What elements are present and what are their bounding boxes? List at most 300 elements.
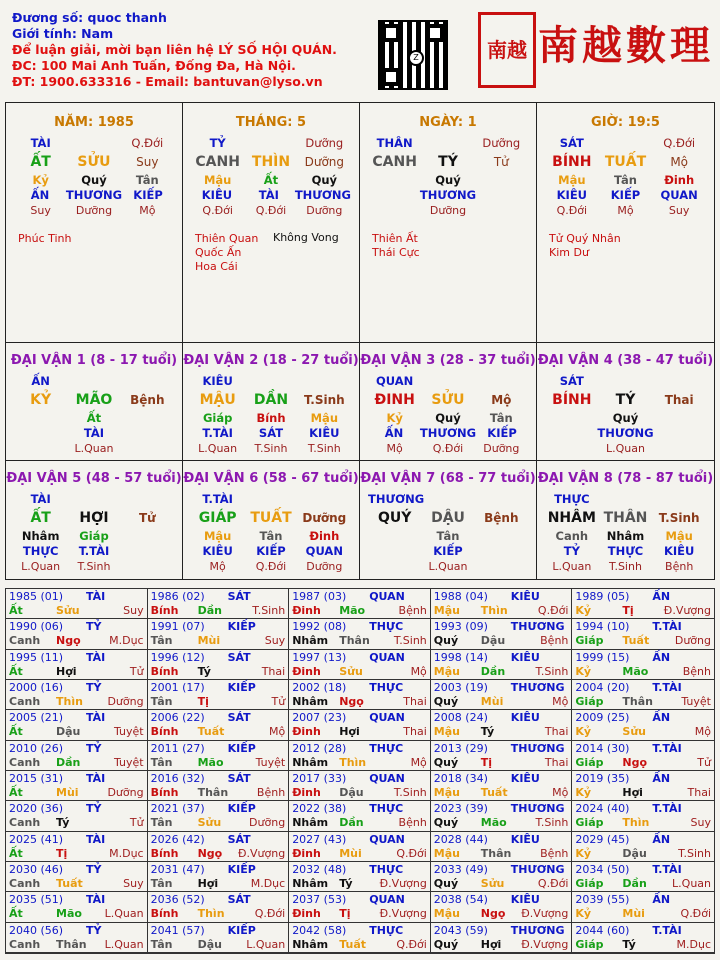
dv-hidden bbox=[14, 411, 67, 426]
hidden-stem: Tân bbox=[135, 173, 159, 187]
dv-hstage bbox=[368, 559, 421, 574]
year-stage: Dưỡng bbox=[249, 816, 286, 830]
year-branch: Tuất bbox=[480, 786, 508, 799]
year-cell bbox=[289, 741, 431, 771]
dv-hgod: TÀI bbox=[83, 426, 105, 440]
pillar-title: THÁNG: 5 bbox=[235, 115, 307, 130]
year-stage: T.Sinh bbox=[535, 816, 569, 830]
pillar-top bbox=[244, 136, 297, 151]
hidden-stems-row bbox=[537, 173, 714, 188]
year-cell bbox=[431, 710, 573, 740]
year-stage: Bệnh bbox=[398, 816, 427, 830]
dv-god: TÀI bbox=[30, 492, 51, 506]
year-cell bbox=[431, 680, 573, 710]
year-cell bbox=[148, 892, 290, 922]
year-branch: Ngọ bbox=[197, 846, 223, 860]
dv-hidden: Tân bbox=[259, 529, 283, 543]
spacer bbox=[67, 492, 120, 507]
dv-hstage: Bệnh bbox=[665, 560, 694, 573]
dv-branch: DẬU bbox=[431, 510, 465, 526]
year-god: THƯƠNG bbox=[510, 802, 565, 816]
year-branch: Thân bbox=[197, 786, 229, 799]
dv-stem: GIÁP bbox=[198, 510, 237, 526]
stage: Mộ bbox=[617, 204, 634, 217]
gods-row bbox=[6, 188, 182, 203]
year-cell bbox=[431, 892, 573, 922]
stage: Q.Đới bbox=[255, 204, 287, 217]
year-branch: Dần bbox=[56, 755, 81, 769]
spacer bbox=[121, 374, 174, 389]
dv-god: THƯƠNG bbox=[368, 492, 425, 506]
dv-hgods-row bbox=[360, 544, 536, 559]
year-label: 2014 (30) bbox=[575, 741, 630, 755]
spacer bbox=[424, 492, 476, 507]
year-stem: Đinh bbox=[292, 786, 321, 799]
year-branch: Tuất bbox=[197, 725, 225, 739]
dv-hidden: Tân bbox=[489, 411, 513, 425]
year-stem: Nhâm bbox=[292, 937, 329, 951]
year-god: SÁT bbox=[227, 832, 251, 846]
year-branch: Ngọ bbox=[56, 634, 81, 648]
hidden-stems-row bbox=[360, 173, 536, 188]
dv-hstage: Dưỡng bbox=[483, 442, 520, 455]
dai-van-cell bbox=[183, 461, 360, 579]
year-stage: Dưỡng bbox=[674, 634, 711, 648]
heavenly-stem: CANH bbox=[195, 154, 240, 170]
dv-god: QUAN bbox=[376, 374, 414, 388]
year-stem: Mậu bbox=[433, 846, 460, 860]
dai-van-title: ĐẠI VẬN 3 (28 - 37 tuổi) bbox=[360, 353, 536, 368]
dai-van-title: ĐẠI VẬN 5 (48 - 57 tuổi) bbox=[6, 471, 182, 486]
dv-can-chi-row bbox=[6, 507, 182, 529]
year-god: QUAN bbox=[369, 650, 405, 664]
stage bbox=[368, 203, 421, 218]
can-chi-row bbox=[183, 151, 359, 173]
dv-hidden-row bbox=[6, 411, 182, 426]
year-god: QUAN bbox=[369, 832, 405, 846]
year-cell bbox=[572, 650, 714, 680]
ten-god: THƯƠNG bbox=[294, 188, 351, 202]
spacer bbox=[121, 492, 174, 507]
dv-hgods-row bbox=[6, 426, 182, 441]
year-stem: Tân bbox=[150, 695, 173, 708]
year-god: THƯƠNG bbox=[510, 863, 565, 876]
dv-god-row bbox=[360, 492, 536, 507]
year-branch: Tị bbox=[56, 846, 68, 860]
spacer bbox=[67, 374, 120, 389]
dv-hstage: L.Quan bbox=[428, 560, 468, 573]
year-god: TỶ bbox=[86, 923, 102, 937]
year-stage: Q.Đới bbox=[396, 846, 427, 860]
dv-stage: Bệnh bbox=[484, 511, 519, 525]
year-label: 1986 (02) bbox=[150, 590, 205, 603]
year-god: QUAN bbox=[369, 893, 405, 907]
dv-hidden-row bbox=[183, 411, 359, 426]
year-god: QUAN bbox=[369, 772, 405, 785]
year-stage: Mộ bbox=[552, 786, 569, 799]
spacer bbox=[421, 374, 474, 389]
year-stem: Kỷ bbox=[575, 786, 592, 799]
year-god: THƯƠNG bbox=[510, 923, 565, 937]
dv-hgods-row bbox=[537, 426, 714, 441]
dv-can-chi-row bbox=[183, 389, 359, 411]
star-name: Quốc Ấn bbox=[195, 246, 242, 259]
year-god: THỰC bbox=[369, 863, 404, 876]
year-stem: Đinh bbox=[292, 664, 321, 678]
year-branch: Dậu bbox=[56, 725, 81, 739]
year-cell bbox=[572, 832, 714, 862]
year-cell bbox=[289, 801, 431, 831]
year-god: KIÊU bbox=[510, 772, 540, 785]
dv-hstage bbox=[652, 441, 706, 456]
life-stage: Tử bbox=[493, 155, 509, 169]
year-label: 2027 (43) bbox=[292, 832, 347, 846]
stage: Q.Đới bbox=[556, 204, 588, 217]
year-cell bbox=[289, 892, 431, 922]
year-stem: Bính bbox=[150, 846, 179, 860]
year-stage: Đ.Vượng bbox=[379, 877, 427, 890]
year-branch: Thìn bbox=[56, 695, 83, 708]
dv-hgod: T.TÀI bbox=[202, 426, 233, 440]
hidden-stem: Tân bbox=[614, 173, 637, 187]
dv-branch: HỢI bbox=[79, 510, 109, 526]
year-god: SÁT bbox=[227, 893, 251, 907]
year-god: T.TÀI bbox=[652, 741, 682, 755]
dv-stage: Bệnh bbox=[130, 393, 165, 407]
year-branch: Dậu bbox=[197, 937, 222, 951]
year-god: T.TÀI bbox=[652, 802, 682, 816]
year-god: THƯƠNG bbox=[510, 620, 565, 634]
spacer bbox=[244, 492, 297, 507]
year-god: TÀI bbox=[86, 590, 106, 603]
dv-god-row bbox=[537, 492, 714, 507]
year-stem: Kỷ bbox=[575, 604, 592, 617]
year-stage: Bệnh bbox=[540, 846, 569, 860]
year-branch: Hợi bbox=[197, 877, 219, 890]
year-cell bbox=[6, 619, 148, 649]
qr-code-icon[interactable] bbox=[378, 20, 448, 90]
year-label: 1992 (08) bbox=[292, 620, 347, 634]
dv-can-chi-row bbox=[6, 389, 182, 411]
dv-branch: MÃO bbox=[75, 392, 113, 408]
year-stem: Bính bbox=[150, 907, 179, 921]
stars-list bbox=[6, 232, 182, 246]
year-label: 2022 (38) bbox=[292, 802, 347, 816]
year-stem: Ất bbox=[9, 664, 23, 678]
hidden-stems-row bbox=[183, 173, 359, 188]
year-label: 1988 (04) bbox=[433, 590, 488, 603]
year-stem: Bính bbox=[150, 725, 179, 739]
year-cell bbox=[289, 680, 431, 710]
pillar-top-row bbox=[183, 136, 359, 151]
pillar-top: TỶ bbox=[209, 136, 226, 150]
year-label: 1995 (11) bbox=[9, 650, 64, 664]
year-branch: Tị bbox=[339, 907, 351, 921]
year-stem: Bính bbox=[150, 604, 179, 617]
year-god: TÀI bbox=[86, 711, 106, 725]
year-god: TÀI bbox=[86, 893, 106, 907]
ten-god: KIẾP bbox=[133, 188, 163, 202]
year-label: 2036 (52) bbox=[150, 893, 205, 907]
year-branch: Tuất bbox=[339, 937, 366, 951]
dv-hgod: T.TÀI bbox=[78, 544, 110, 558]
hidden-stem: Ất bbox=[263, 173, 279, 187]
pillar-top: SÁT bbox=[559, 136, 584, 150]
dv-can-chi-row bbox=[360, 389, 536, 411]
year-label: 2024 (40) bbox=[575, 802, 630, 816]
year-cell bbox=[289, 923, 431, 953]
year-stage: Q.Đới bbox=[396, 937, 427, 951]
year-cell bbox=[431, 619, 573, 649]
pillar-top: Dưỡng bbox=[482, 136, 521, 150]
dv-hidden-row bbox=[6, 529, 182, 544]
year-cell bbox=[6, 710, 148, 740]
year-stem: Quý bbox=[433, 877, 459, 890]
dai-van-title: ĐẠI VẬN 2 (18 - 27 tuổi) bbox=[183, 353, 359, 368]
dv-hgods-row bbox=[183, 544, 359, 559]
dai-van-cell bbox=[6, 461, 183, 579]
ten-god: THƯƠNG bbox=[65, 188, 123, 202]
year-cell bbox=[148, 710, 290, 740]
year-god: THƯƠNG bbox=[510, 681, 565, 694]
year-stem: Bính bbox=[150, 786, 179, 799]
year-stage: L.Quan bbox=[246, 937, 286, 951]
year-cell bbox=[431, 771, 573, 801]
year-god: ẤN bbox=[652, 832, 671, 846]
year-stage: Đ.Vượng bbox=[663, 604, 711, 617]
dv-hgod: KIÊU bbox=[309, 426, 340, 440]
year-cell bbox=[572, 862, 714, 892]
dv-hstage bbox=[14, 441, 67, 456]
year-god: ẤN bbox=[652, 650, 671, 664]
year-god: KIẾP bbox=[227, 681, 256, 694]
dv-hidden: Mậu bbox=[665, 529, 693, 543]
year-stem: Bính bbox=[150, 664, 179, 678]
year-stage: Thai bbox=[687, 786, 711, 799]
year-cell bbox=[572, 741, 714, 771]
year-god: THỰC bbox=[369, 923, 404, 937]
year-branch: Tý bbox=[480, 725, 495, 739]
hidden-stem: Mậu bbox=[203, 173, 232, 187]
year-stem: Canh bbox=[9, 755, 41, 769]
pillar-top bbox=[67, 136, 120, 151]
ten-god: ẤN bbox=[30, 188, 50, 202]
year-label: 2028 (44) bbox=[433, 832, 488, 846]
year-god: THỰC bbox=[369, 741, 404, 755]
dai-van-cell bbox=[360, 461, 537, 579]
spacer bbox=[476, 492, 528, 507]
header-info bbox=[12, 10, 337, 90]
dv-hgod: THỰC bbox=[22, 544, 59, 558]
dv-hstage bbox=[121, 559, 174, 574]
stages-row bbox=[537, 203, 714, 218]
star-name: Thiên Ất bbox=[372, 232, 418, 245]
dv-hidden-row bbox=[537, 529, 714, 544]
year-label: 2007 (23) bbox=[292, 711, 347, 725]
ten-god bbox=[368, 188, 420, 203]
year-branch: Ngọ bbox=[480, 907, 506, 921]
dv-stage: Dưỡng bbox=[302, 511, 347, 525]
dv-hstages-row bbox=[537, 559, 714, 574]
dai-van-title: ĐẠI VẬN 8 (78 - 87 tuổi) bbox=[537, 471, 714, 486]
dv-hgod: KIÊU bbox=[663, 544, 695, 558]
life-stage: Suy bbox=[136, 155, 159, 169]
year-stage: Mộ bbox=[268, 725, 286, 739]
year-stem: Ất bbox=[9, 786, 23, 799]
hidden-stem: Mậu bbox=[558, 173, 586, 187]
year-cell bbox=[6, 680, 148, 710]
year-branch: Tị bbox=[480, 755, 493, 769]
hidden-stem bbox=[475, 173, 528, 188]
year-god: KIÊU bbox=[510, 893, 540, 907]
year-branch: Mão bbox=[622, 664, 649, 678]
dv-stem: KỶ bbox=[30, 392, 52, 408]
pillar-top bbox=[599, 136, 653, 151]
year-branch: Hợi bbox=[339, 725, 360, 739]
year-branch: Dần bbox=[480, 664, 506, 678]
year-god: TÀI bbox=[86, 772, 106, 785]
year-god: QUAN bbox=[369, 590, 405, 603]
dv-hidden: Canh bbox=[555, 529, 589, 543]
year-label: 1991 (07) bbox=[150, 620, 205, 634]
year-label: 1999 (15) bbox=[575, 650, 630, 664]
year-stem: Kỷ bbox=[575, 725, 592, 739]
year-god: TỶ bbox=[86, 802, 102, 816]
dv-hstages-row bbox=[6, 441, 182, 456]
pillar-top: TÀI bbox=[30, 136, 51, 150]
year-cell bbox=[148, 862, 290, 892]
year-label: 2030 (46) bbox=[9, 863, 64, 876]
year-stem: Quý bbox=[433, 937, 459, 951]
spacer bbox=[652, 374, 706, 389]
year-label: 2038 (54) bbox=[433, 893, 488, 907]
star-name: Kim Dư bbox=[549, 246, 589, 259]
dv-hstages-row bbox=[360, 441, 536, 456]
star-name: Tử Quý Nhân bbox=[549, 232, 621, 245]
year-stage: Tuyệt bbox=[255, 755, 286, 769]
year-stem: Tân bbox=[150, 937, 173, 951]
dv-branch: SỬU bbox=[431, 392, 465, 408]
year-label: 2016 (32) bbox=[150, 772, 205, 785]
year-branch: Ngọ bbox=[339, 695, 364, 708]
dv-stage: Mộ bbox=[491, 393, 512, 407]
year-branch: Hợi bbox=[622, 786, 643, 799]
year-branch: Tị bbox=[197, 695, 209, 708]
year-stem: Canh bbox=[9, 634, 41, 648]
annual-table bbox=[5, 588, 715, 954]
dv-stem: QUÝ bbox=[377, 510, 412, 526]
ten-god bbox=[476, 188, 528, 203]
year-branch: Thìn bbox=[197, 907, 225, 921]
year-label: 1998 (14) bbox=[433, 650, 488, 664]
year-stem: Giáp bbox=[575, 755, 604, 769]
year-cell bbox=[148, 801, 290, 831]
year-stage: Thai bbox=[544, 755, 569, 769]
dv-hstage: T.Sinh bbox=[609, 560, 642, 573]
year-label: 1990 (06) bbox=[9, 620, 64, 634]
year-branch: Tý bbox=[197, 664, 211, 678]
dv-hidden bbox=[121, 411, 174, 426]
year-branch: Mùi bbox=[339, 846, 362, 860]
dv-god-row bbox=[6, 374, 182, 389]
dv-can-chi-row bbox=[537, 389, 714, 411]
dv-hgod: KIẾP bbox=[256, 544, 286, 558]
year-branch: Dần bbox=[339, 816, 364, 830]
stages-row bbox=[6, 203, 182, 218]
year-stage: T.Sinh bbox=[393, 786, 427, 799]
year-stem: Nhâm bbox=[292, 755, 329, 769]
dv-hstages-row bbox=[183, 559, 359, 574]
dv-hstage: Q.Đới bbox=[255, 560, 287, 573]
dv-branch: DẦN bbox=[253, 392, 289, 408]
year-label: 2032 (48) bbox=[292, 863, 347, 876]
year-cell bbox=[6, 589, 148, 619]
pillar-title: NĂM: 1985 bbox=[54, 115, 134, 130]
dv-hidden: Quý bbox=[435, 411, 461, 425]
spacer bbox=[599, 374, 653, 389]
year-stage: Suy bbox=[690, 816, 711, 830]
year-label: 2031 (47) bbox=[150, 863, 205, 876]
year-god: KIẾP bbox=[227, 863, 256, 876]
dv-hgod: THƯƠNG bbox=[597, 426, 654, 440]
stage: Suy bbox=[668, 204, 690, 217]
year-cell bbox=[6, 771, 148, 801]
year-god: TÀI bbox=[86, 832, 106, 846]
spacer bbox=[599, 492, 653, 507]
year-label: 2011 (27) bbox=[150, 741, 205, 755]
year-branch: Thìn bbox=[339, 755, 367, 769]
year-stage: Tuyệt bbox=[113, 725, 144, 739]
year-cell bbox=[148, 680, 290, 710]
pillar-top: Dưỡng bbox=[305, 136, 344, 150]
dv-hidden bbox=[368, 529, 421, 544]
year-label: 1987 (03) bbox=[292, 590, 347, 603]
dv-hgods-row bbox=[537, 544, 714, 559]
year-stem: Nhâm bbox=[292, 634, 329, 648]
year-cell bbox=[431, 741, 573, 771]
stage: Dưỡng bbox=[75, 204, 113, 217]
dv-god-row bbox=[183, 374, 359, 389]
year-stage: M.Dục bbox=[250, 877, 286, 890]
year-label: 1993 (09) bbox=[433, 620, 488, 634]
year-god: QUAN bbox=[369, 711, 405, 725]
year-branch: Sửu bbox=[622, 725, 646, 739]
year-stage: Dưỡng bbox=[107, 695, 144, 708]
gods-row bbox=[183, 188, 359, 203]
dv-hstage: L.Quan bbox=[21, 560, 61, 573]
year-label: 2008 (24) bbox=[433, 711, 488, 725]
stages-row bbox=[183, 203, 359, 218]
year-god: THỰC bbox=[369, 681, 404, 694]
hidden-stem bbox=[368, 173, 421, 188]
dv-hgod: KIÊU bbox=[202, 544, 233, 558]
dv-hgod bbox=[121, 544, 174, 559]
dai-van-cell bbox=[537, 461, 714, 579]
year-stem: Tân bbox=[150, 877, 173, 890]
year-branch: Mùi bbox=[480, 695, 504, 708]
dv-hidden: Kỷ bbox=[386, 411, 403, 425]
year-cell bbox=[572, 771, 714, 801]
year-stage: Mộ bbox=[410, 755, 427, 769]
year-label: 2020 (36) bbox=[9, 802, 64, 816]
dv-hidden: Ất bbox=[86, 411, 102, 425]
year-stage: Suy bbox=[264, 634, 286, 648]
year-stage: Dưỡng bbox=[107, 786, 144, 799]
year-cell bbox=[148, 619, 290, 649]
heavenly-stem: BÍNH bbox=[552, 154, 592, 170]
year-label: 2043 (59) bbox=[433, 923, 488, 937]
year-stem: Nhâm bbox=[292, 877, 329, 890]
